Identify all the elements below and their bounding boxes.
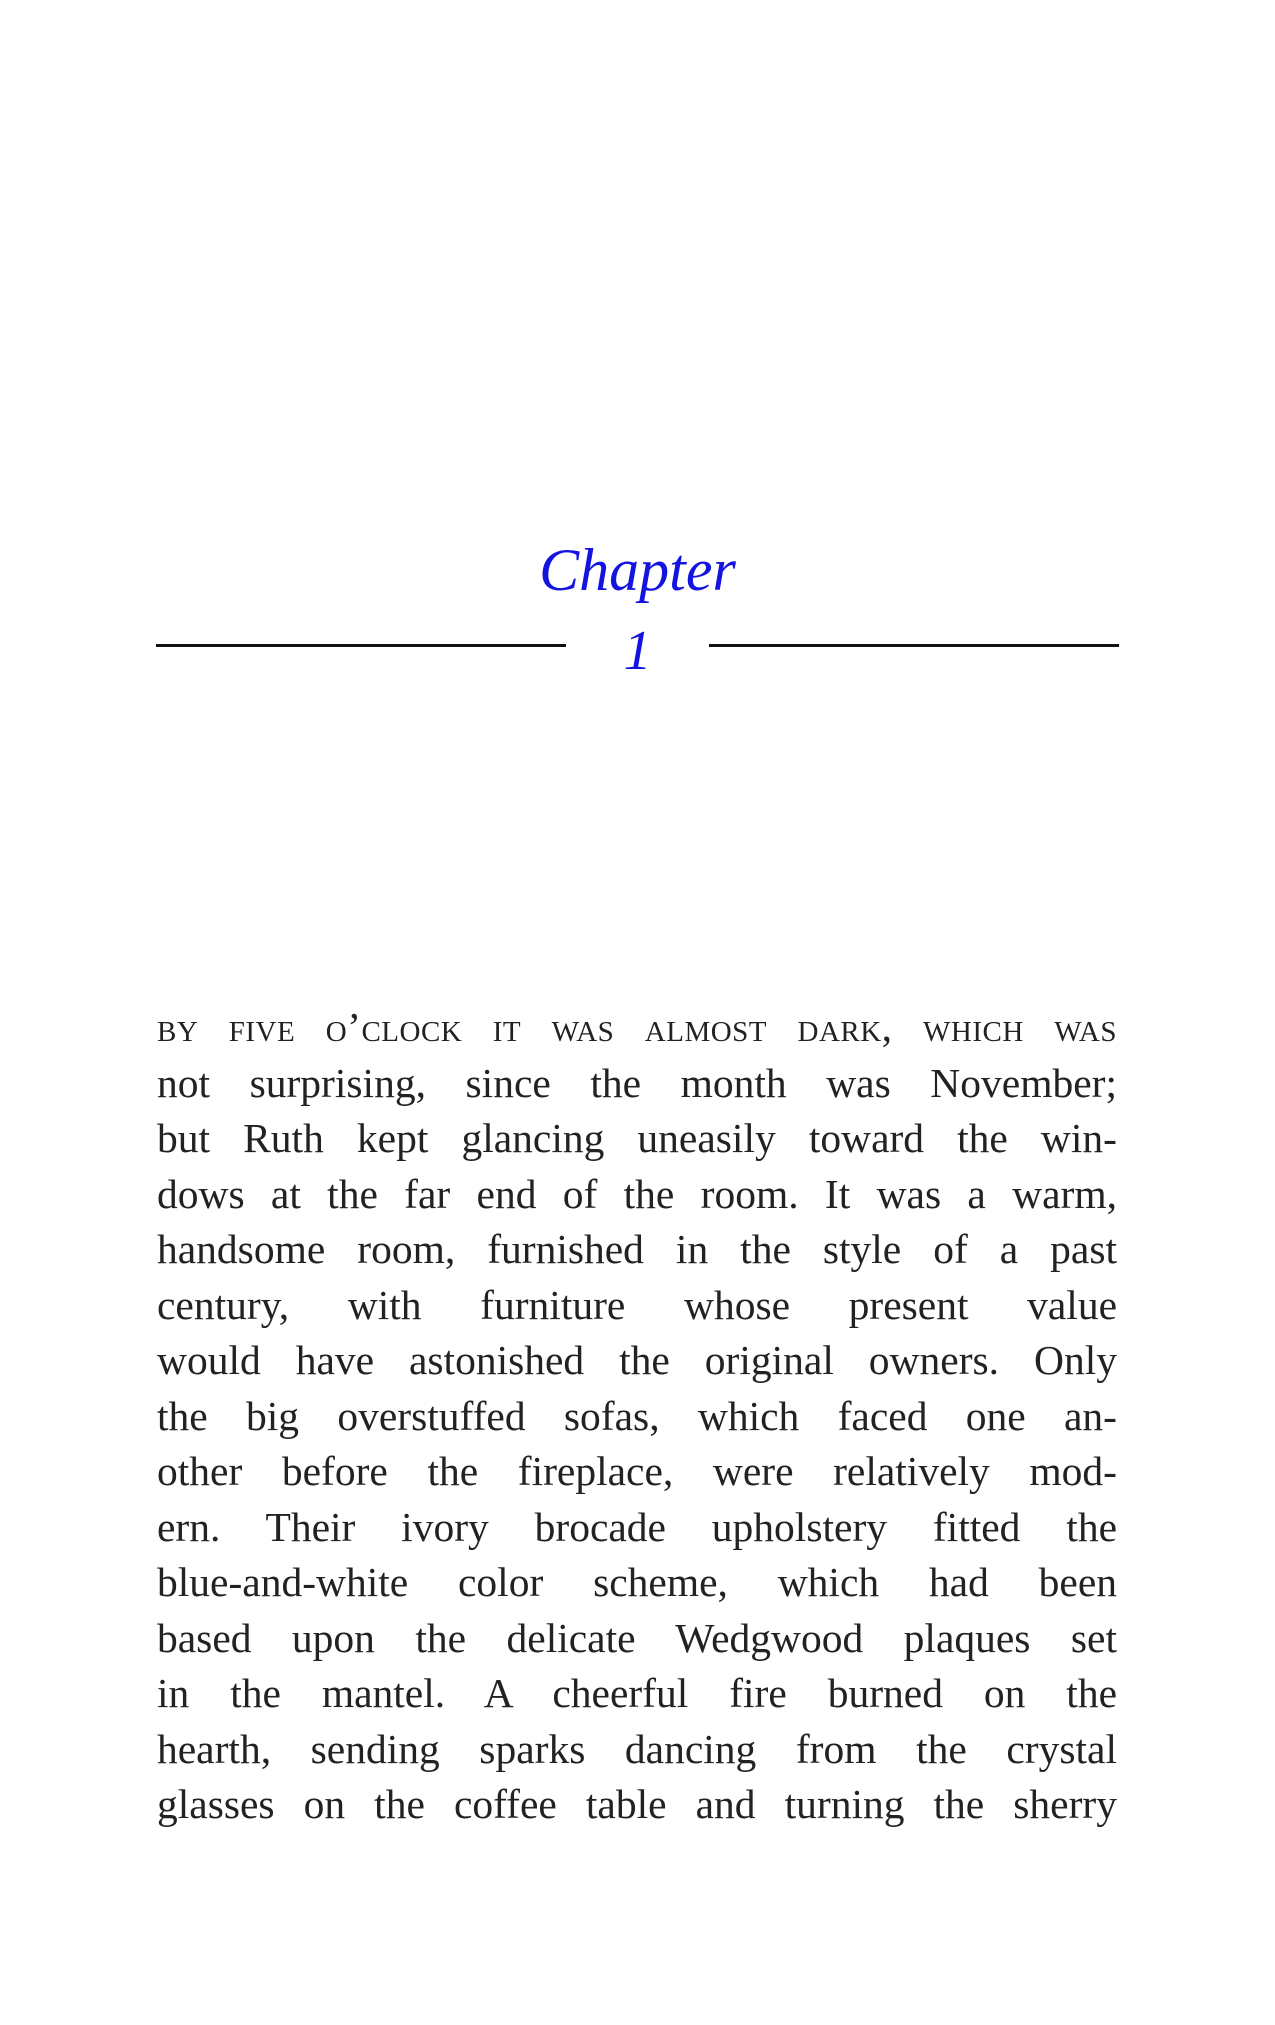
text-line: century, with furniture whose present value	[157, 1281, 1117, 1328]
text-line: the big overstuffed sofas, which faced one an-	[157, 1392, 1117, 1439]
text-line: would have astonished the original owners. Only	[157, 1337, 1117, 1383]
text-line: handsome room, furnished in the style of a past	[157, 1226, 1117, 1272]
text-line: not surprising, since the month was November;	[157, 1059, 1117, 1106]
text-line: blue-and-white color scheme, which had been	[157, 1559, 1117, 1605]
text-line: other before the fireplace, were relatively mod-	[157, 1448, 1117, 1494]
chapter-number: 1	[623, 620, 652, 682]
text-line: in the mantel. A cheerful fire burned on the	[157, 1670, 1117, 1716]
chapter-rule-right	[709, 644, 1119, 647]
text-line: but Ruth kept glancing uneasily toward the win-	[157, 1115, 1117, 1161]
text-line: glasses on the coffee table and turning the sherry	[157, 1781, 1117, 1827]
text-line: hearth, sending sparks dancing from the crystal	[157, 1725, 1117, 1772]
text-line: based upon the delicate Wedgwood plaques set	[157, 1614, 1117, 1661]
text-line: dows at the far end of the room. It was a warm,	[157, 1170, 1117, 1217]
chapter-body-text	[157, 1000, 1117, 1833]
opening-smallcaps-line: by five o’clock it was almost dark, which was	[157, 1004, 1117, 1050]
text-line: ern. Their ivory brocade upholstery fitted the	[157, 1503, 1117, 1550]
chapter-title: Chapter	[539, 537, 736, 603]
